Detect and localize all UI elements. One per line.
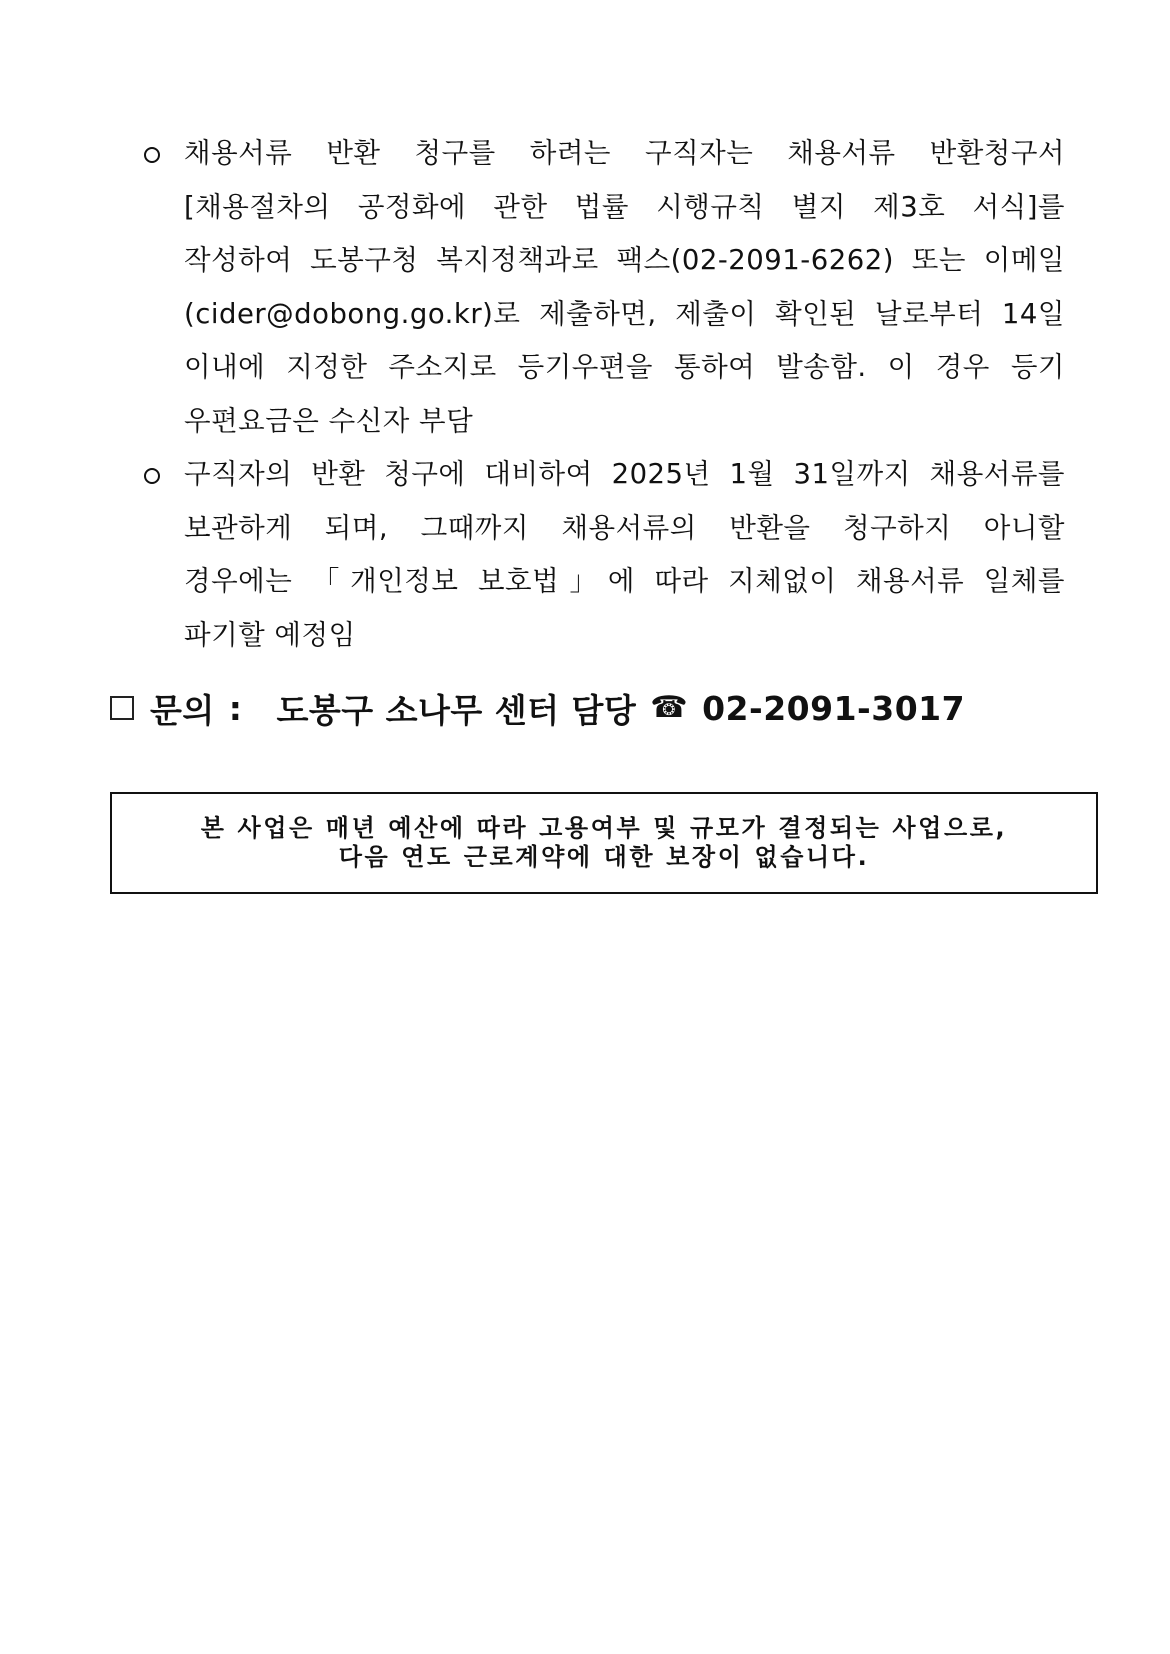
paragraph-line: 우편요금은 수신자 부담	[184, 404, 474, 437]
contact-phone: 02-2091-3017	[702, 688, 966, 728]
notice-box	[110, 792, 1098, 894]
notice-line: 본 사업은 매년 예산에 따라 고용여부 및 규모가 결정되는 사업으로,	[200, 814, 1008, 842]
contact-colon: :	[228, 688, 243, 728]
square-bullet-icon	[110, 696, 134, 720]
paragraph-line: 채용서류 반환 청구를 하려는 구직자는 채용서류 반환청구서	[184, 137, 1065, 169]
contact-org: 도봉구 소나무 센터 담당	[276, 690, 637, 730]
paragraph-line: (cider@dobong.go.kr)로 제출하면, 제출이 확인된 날로부터 14일	[184, 297, 1065, 330]
contact-line	[110, 683, 965, 733]
bullet-item-retention	[140, 448, 1065, 662]
notice-line: 다음 연도 근로계약에 대한 보장이 없습니다.	[338, 843, 870, 871]
paragraph-line: 구직자의 반환 청구에 대비하여 2025년 1월 31일까지 채용서류를	[184, 458, 1065, 490]
contact-label: 문의	[150, 690, 215, 730]
circle-bullet-icon	[144, 468, 160, 484]
bullet-list	[140, 127, 1065, 662]
paragraph-line: 경우에는 「개인정보 보호법」에 따라 지체없이 채용서류 일체를	[184, 565, 1065, 597]
paragraph-line: 보관하게 되며, 그때까지 채용서류의 반환을 청구하지 아니할	[184, 511, 1065, 544]
paragraph-line: 파기할 예정임	[184, 618, 356, 651]
circle-bullet-icon	[144, 147, 160, 163]
bullet-item-return-request	[140, 127, 1065, 448]
paragraph-line: [채용절차의 공정화에 관한 법률 시행규칙 별지 제3호 서식]를	[184, 190, 1065, 223]
paragraph-line: 이내에 지정한 주소지로 등기우편을 통하여 발송함. 이 경우 등기	[184, 351, 1065, 383]
paragraph-line: 작성하여 도봉구청 복지정책과로 팩스(02-2091-6262) 또는 이메일	[184, 244, 1065, 276]
telephone-icon: ☎	[650, 689, 689, 725]
